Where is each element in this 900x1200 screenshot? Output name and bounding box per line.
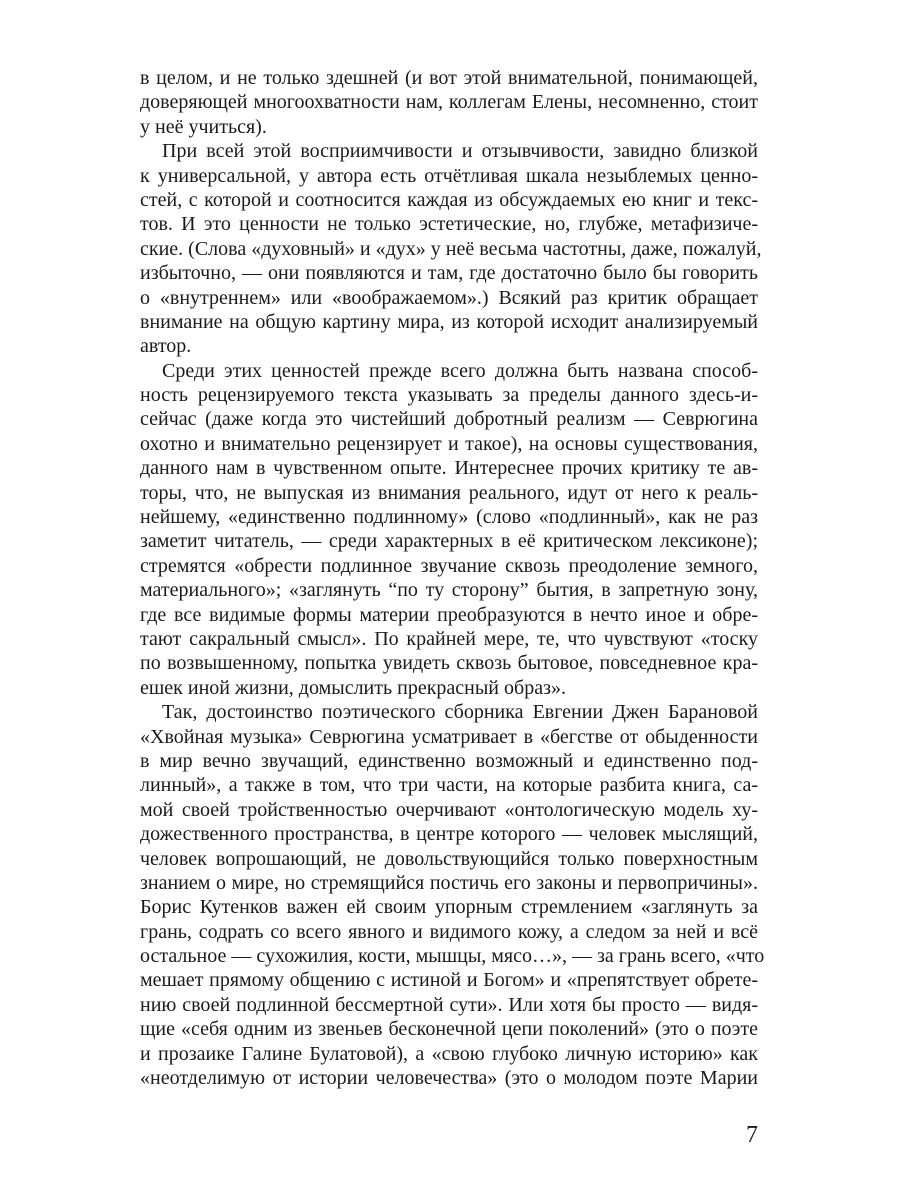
text-line: внимание на общую картину мира, из которой исходит анализируемый: [140, 310, 758, 333]
text-line: Борис Кутенков важен ей своим упорным стремлением «заглянуть за: [140, 896, 758, 919]
text-line: Среди этих ценностей прежде всего должна быть названа способ-: [162, 359, 758, 382]
text-line: к универсальной, у автора есть отчётливая шкала незыблемых ценно-: [140, 164, 758, 187]
text-line: сейчас (даже когда это чистейший добротный реализм — Севрюгина: [140, 408, 758, 431]
text-line: нию своей подлинной бессмертной сути». Или хотя бы просто — видя-: [140, 993, 758, 1016]
paragraph: [140, 700, 765, 1090]
text-line: Так, достоинство поэтического сборника Евгении Джен Барановой: [162, 701, 758, 724]
text-line: мой своей тройственностью очерчивают «онтологическую модель ху-: [140, 798, 758, 821]
text-line: торы, что, не выпуская из внимания реального, идут от него к реаль-: [140, 481, 758, 504]
text-line: заметит читатель, — среди характерных в её критическом лексиконе);: [140, 530, 758, 553]
text-line: «Хвойная музыка» Севрюгина усматривает в «бегстве от обыденности: [140, 725, 758, 748]
paragraph: [140, 66, 758, 139]
text-line: в мир вечно звучащий, единственно возможный и единственно под-: [140, 749, 758, 772]
text-line: При всей этой восприимчивости и отзывчивости, завидно близкой: [162, 140, 758, 163]
text-line: ность рецензируемого текста указывать за пределы данного здесь-и-: [140, 384, 758, 407]
text-line: дожественного пространства, в центре которого — человек мыслящий,: [140, 823, 758, 846]
text-line: охотно и внимательно рецензирует и такое), на основы существования,: [140, 432, 758, 455]
text-line: нейшему, «единственно подлинному» (слово «подлинный», как не раз: [140, 506, 758, 529]
page-number: 7: [746, 1122, 758, 1148]
text-line: мешает прямому общению с истиной и Богом» и «препятствует обрете-: [140, 969, 758, 992]
text-line: тают сакральный смысл». По крайней мере, те, что чувствуют «тоску: [140, 627, 758, 650]
text-line: грань, содрать со всего явного и видимого кожу, а следом за ней и всё: [140, 920, 758, 943]
text-line: данного нам в чувственном опыте. Интереснее прочих критику те ав-: [140, 457, 758, 480]
text-line: материального»; «заглянуть “по ту сторону” бытия, в запретную зону,: [140, 579, 758, 602]
paragraph: [140, 359, 758, 700]
text-line: о «внутреннем» или «воображаемом».) Всякий раз критик обращает: [140, 286, 758, 309]
paragraph: [140, 139, 762, 359]
text-line: человек вопрошающий, не довольствующийся только поверхностным: [140, 847, 758, 870]
text-line: избыточно, — они появляются и там, где достаточно было бы говорить: [140, 262, 758, 285]
text-line: знанием о мире, но стремящийся постичь его законы и первопричины».: [140, 871, 758, 894]
text-line: стремятся «обрести подлинное звучание сквозь преодоление земного,: [140, 554, 758, 577]
text-line: автор.: [140, 335, 192, 358]
text-line: и прозаике Галине Булатовой), а «свою глубоко личную историю» как: [140, 1042, 758, 1065]
text-line: в целом, и не только здешней (и вот этой внимательной, понимающей,: [140, 67, 758, 89]
text-line: ские. (Слова «духовный» и «дух» у неё весьма частотны, даже, пожалуй,: [140, 237, 762, 260]
text-line: стей, с которой и соотносится каждая из обсуждаемых ею книг и текс-: [140, 188, 758, 211]
text-line: тов. И это ценности не только эстетические, но, глубже, метафизиче-: [140, 213, 758, 236]
text-line: ешек иной жизни, домыслить прекрасный образ».: [140, 676, 566, 699]
page-body: [140, 66, 765, 1090]
text-line: у неё учиться).: [140, 115, 267, 138]
text-line: линный», а также в том, что три части, на которые разбита книга, са-: [140, 774, 758, 797]
text-line: по возвышенному, попытка увидеть сквозь бытовое, повседневное кра-: [140, 652, 758, 675]
text-line: остальное — сухожилия, кости, мышцы, мясо…», — за грань всего, «что: [140, 945, 765, 968]
text-line: доверяющей многоохватности нам, коллегам Елены, несомненно, стоит: [140, 91, 758, 114]
text-line: щие «себя одним из звеньев бесконечной цепи поколений» (это о поэте: [140, 1018, 758, 1041]
text-line: где все видимые формы материи преобразуются в нечто иное и обре-: [140, 603, 758, 626]
text-line: «неотделимую от истории человечества» (это о молодом поэте Марии: [140, 1067, 758, 1090]
